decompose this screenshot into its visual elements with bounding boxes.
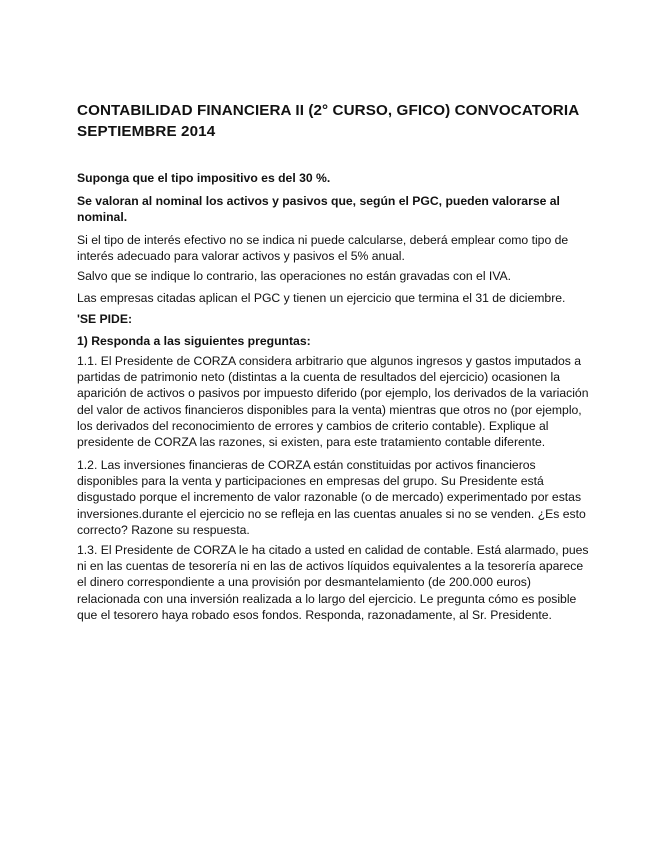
text-line: que el tesorero haya robado esos fondos. Responda, razonadamente, al Sr. Presidente.	[77, 607, 552, 622]
question-1-3	[77, 542, 587, 623]
text-line: interés adecuado para valorar activos y pasivos el 5% anual.	[77, 249, 405, 264]
text-line: 1.2. Las inversiones financieras de CORZA están constituidas por activos financieros	[77, 458, 536, 472]
request-heading	[77, 311, 587, 327]
tax-rate-note	[77, 170, 587, 186]
text-line: Las empresas citadas aplican el PGC y tienen un ejercicio que termina el 31 de diciembre.	[77, 291, 566, 305]
text-line: del valor de activos financieros disponibles para la venta) mientras que otros no (por ejemplo,	[77, 402, 582, 417]
question-1-1	[77, 353, 587, 450]
text-line: 1) Responda a las siguientes preguntas:	[77, 334, 311, 348]
title-line: SEPTIEMBRE 2014	[77, 123, 216, 140]
interest-note	[77, 232, 587, 264]
text-line: 'SE PIDE:	[77, 312, 133, 326]
text-line: disponibles para la venta y participaciones en empresas del grupo. Su Presidente está	[77, 474, 544, 489]
text-line: Si el tipo de interés efectivo no se indica ni puede calcularse, deberá emplear como tipo de	[77, 233, 569, 247]
document-title	[77, 100, 587, 142]
fiscal-year-note	[77, 290, 587, 306]
text-line: el dinero correspondiente a una provisión por desmantelamiento (de 200.000 euros)	[77, 575, 531, 590]
text-line: 1.3. El Presidente de CORZA le ha citado a usted en calidad de contable. Está alarmado, pues	[77, 543, 589, 557]
text-line: 1.1. El Presidente de CORZA considera arbitrario que algunos ingresos y gastos imputados a	[77, 354, 582, 368]
text-line: los derivados del reconocimiento de errores y cambios de criterio contable). Explique al	[77, 418, 549, 433]
text-line: disgustado porque el incremento de valor razonable (o de mercado) experimentado por estas	[77, 490, 582, 505]
vat-note	[77, 268, 587, 284]
title-line: CONTABILIDAD FINANCIERA II (2° CURSO, GFICO) CONVOCATORIA	[77, 102, 580, 119]
text-line: Suponga que el tipo impositivo es del 30 %.	[77, 171, 331, 185]
text-line: nominal.	[77, 210, 128, 225]
text-line: partidas de patrimonio neto (distintas a la cuenta de resultados del ejercicio) ocasionen la	[77, 370, 561, 385]
text-line: relacionada con una inversión realizada a lo largo del ejercicio. Le pregunta cómo es posible	[77, 591, 577, 606]
text-line: ni en las cuentas de tesorería ni en las de activos líquidos equivalentes a la tesorería aparece	[77, 559, 584, 574]
text-line: aparición de activos o pasivos por impuesto diferido (por ejemplo, los derivados de la variación	[77, 386, 589, 401]
text-line: Salvo que se indique lo contrario, las operaciones no están gravadas con el IVA.	[77, 269, 512, 283]
question-1-2	[77, 457, 587, 538]
text-line: Se valoran al nominal los activos y pasivos que, según el PGC, pueden valorarse al	[77, 194, 560, 208]
nominal-note	[77, 193, 587, 226]
text-line: presidente de CORZA las razones, si existen, para este tratamiento contable diferente.	[77, 435, 546, 450]
text-line: inversiones.durante el ejercicio no se refleja en las cuentas anuales si no se venden. ¿Es esto	[77, 506, 586, 521]
request-subheading	[77, 333, 587, 349]
text-line: correcto? Razone su respuesta.	[77, 522, 250, 537]
